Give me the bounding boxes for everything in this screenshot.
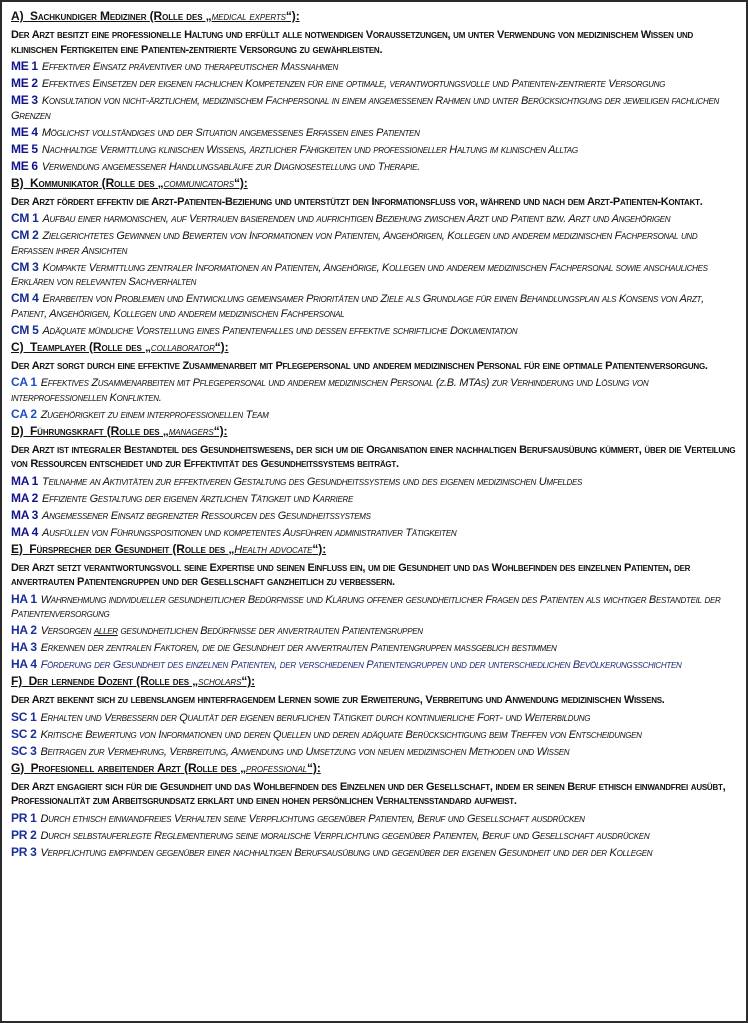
section-heading	[11, 176, 740, 192]
competency-item	[11, 125, 740, 141]
section-heading	[11, 542, 740, 558]
role-suffix: “):	[307, 760, 321, 775]
section-scholar	[11, 674, 740, 759]
competency-code: CA 1	[11, 375, 37, 389]
competency-code: PR 3	[11, 844, 37, 859]
competency-item	[11, 811, 740, 827]
role-prefix: (Rolle des „	[101, 175, 164, 190]
competency-code: ME 1	[11, 59, 38, 73]
competency-item	[11, 828, 740, 844]
section-description: Der Arzt besitzt eine professionelle Haltung und erfüllt alle notwendigen Voraussetzungen, um unter Verwendung von medizinischem Wissen und klinischen Fertigkeiten eine Patienten-zentrierte Versorgung zu gewährleisten.	[11, 29, 694, 56]
competency-item	[11, 744, 740, 760]
competency-code: MA 1	[11, 473, 39, 488]
competency-text: Effektives Zusammenarbeiten mit Pflegepersonal und anderem medizinischen Personal (z.B. MTAs) zur Verhinderung und Lösung von interprofessionellen Konflikten.	[11, 377, 649, 404]
competency-text: Teilnahme an Aktivitäten zur effektiveren Gestaltung des Gesundheitssystems und des eigenen medizinischen Umfeldes	[42, 475, 583, 488]
competency-code: PR 1	[11, 810, 37, 825]
competency-text: Förderung der Gesundheit des einzelnen Patienten, der verschiedenen Patientengruppen und der unterschiedlichen Bevölkerungsschichten	[40, 659, 682, 671]
role-name: scholars	[198, 676, 242, 688]
competency-text: Effektiver Einsatz präventiver und therapeutischer Maßnahmen	[41, 61, 338, 73]
competency-text: Kompakte Vermittlung zentraler Informationen an Patienten, Angehörige, Kollegen und anderem medizinischen Fachpersonal sowie anschauliches Erklären von relevanten Sachverhalten	[11, 261, 708, 288]
section-title: Fürsprecher der Gesundheit	[29, 541, 170, 556]
section-heading	[11, 340, 740, 356]
section-letter: A)	[11, 9, 24, 23]
competency-item	[11, 260, 740, 290]
section-communicator	[11, 176, 740, 339]
competency-text: Möglichst vollständiges und der Situation angemessenes Erfassen eines Patienten	[41, 126, 420, 139]
emphasized-word: aller	[93, 625, 118, 637]
competency-item	[11, 142, 740, 158]
role-suffix: “):	[241, 674, 256, 688]
competency-item	[11, 291, 740, 321]
competency-item	[11, 228, 740, 258]
competency-text: Konsultation von nicht-ärztlichem, medizinischem Fachpersonal in einem angemessenen Rahmen und unter Berücksichtigung der jeweiligen fachlichen Grenzen	[11, 95, 719, 122]
section-heading	[11, 9, 740, 25]
competency-text: Zielgerichtetes Gewinnen und Bewerten von Informationen von Patienten, Angehörigen, Kollegen und anderem medizinischen Fachpersonal und Erfassen ihrer Ansichten	[11, 230, 698, 257]
competency-code: ME 4	[11, 124, 38, 139]
competency-text: Erkennen der zentralen Faktoren, die die Gesundheit der anvertrauten Patientengruppen maßgeblich bestimmen	[40, 642, 557, 654]
section-health-advocate	[11, 542, 740, 673]
competency-code: ME 3	[11, 93, 38, 107]
role-name: collaborator	[150, 341, 215, 354]
competency-item	[11, 323, 740, 339]
section-description: Der Arzt sorgt durch eine effektive Zusammenarbeit mit Pflegepersonal und anderem medizinischen Personal für eine optimale Patientenversorgung.	[11, 359, 708, 372]
competency-item	[11, 592, 740, 622]
section-collaborator	[11, 340, 740, 423]
competency-code: SC 2	[11, 726, 37, 741]
competency-item	[11, 508, 740, 524]
competency-code: MA 2	[11, 490, 39, 505]
competency-text: Effektives Einsetzen der eigenen fachlichen Kompetenzen für eine optimale, verantwortungsvolle und Patienten-zentrierte Versorgung	[41, 78, 666, 90]
section-letter: F)	[11, 674, 23, 688]
competency-code: ME 5	[11, 141, 38, 156]
competency-code: CM 1	[11, 211, 39, 225]
competency-text: Angemessener Einsatz begrenzter Ressourcen des Gesundheitssystems	[42, 509, 371, 522]
competency-text	[41, 625, 423, 637]
competency-text: Erarbeiten von Problemen und Entwicklung gemeinsamer Prioritäten und Ziele als Grundlage für einen Behandlungsplan als Konsens von Arzt, Patient, Angehörigen, Kollegen und anderem medizinischen Fachpersonal	[11, 293, 704, 320]
role-suffix: “):	[214, 339, 229, 354]
competency-code: SC 3	[11, 743, 37, 758]
role-name: Health advocate	[234, 543, 313, 556]
role-prefix: (Rolle des „	[106, 423, 169, 438]
competency-text-before: Versorgen	[40, 625, 94, 637]
section-description: Der Arzt bekennt sich zu lebenslangem hinterfragendem Lernen sowie zur Erweiterung, Verbreitung und Anwendung medizinischen Wissens.	[11, 694, 665, 706]
competency-code: CM 5	[11, 322, 39, 337]
competency-item	[11, 623, 740, 639]
competency-code: ME 2	[11, 76, 38, 90]
competency-text: Verpflichtung empfinden gegenüber einer nachhaltigen Berufsausübung und gegenüber der eigenen Gesundheit und der der Kollegen	[40, 846, 653, 859]
section-title: Teamplayer	[29, 339, 86, 354]
competency-item	[11, 657, 740, 673]
section-title: Führungskraft	[29, 423, 104, 438]
role-name: medical experts	[211, 11, 286, 23]
section-title: Kommunikator	[29, 175, 99, 190]
competency-item	[11, 76, 740, 92]
competency-code: HA 1	[11, 591, 37, 606]
competency-item	[11, 474, 740, 490]
section-description: Der Arzt setzt verantwortungsvoll seine Expertise und seinen Einfluss ein, um die Gesundheit und das Wohlbefinden des einzelnen Patienten, der anvertrauten Patientengruppen und der Gesellschaft ganzheitlich zu verbessern.	[11, 561, 691, 588]
section-letter: D)	[11, 423, 24, 438]
competency-text: Verwendung angemessener Handlungsabläufe zur Diagnosestellung und Therapie.	[41, 160, 420, 173]
competency-text: Durch selbstauferlegte Reglementierung seine moralische Verpflichtung gegenüber Patienten, Beruf und Gesellschaft ausdrücken	[40, 829, 650, 842]
competency-item	[11, 211, 740, 227]
competency-item	[11, 375, 740, 405]
role-name: managers	[168, 425, 214, 438]
section-heading	[11, 674, 740, 690]
competency-item	[11, 640, 740, 656]
competency-text: Zugehörigkeit zu einem interprofessionellen Team	[40, 408, 269, 421]
competency-item	[11, 525, 740, 541]
role-prefix: (Rolle des „	[184, 760, 246, 775]
section-title: Sachkundiger Mediziner	[29, 9, 147, 23]
competency-text: Kritische Bewertung von Informationen und deren Quellen und deren adäquate Berücksichtigung beim Treffen von Entscheidungen	[40, 728, 642, 741]
competency-code: HA 2	[11, 623, 37, 637]
competency-text: Wahrnehmung individueller gesundheitlicher Bedürfnisse und Klärung offener gesundheitlicher Fragen des Patienten als wichtiger Bestandteil der Patientenversorgung	[11, 593, 721, 620]
competency-item	[11, 710, 740, 726]
section-letter: C)	[11, 339, 24, 354]
competency-item	[11, 59, 740, 75]
competency-item	[11, 491, 740, 507]
section-letter: B)	[11, 175, 24, 190]
competency-text: Beitragen zur Vermehrung, Verbreitung, Anwendung und Umsetzung von neuen medizinischen Methoden und Wissen	[40, 745, 570, 758]
role-suffix: “):	[234, 175, 248, 190]
competency-item	[11, 407, 740, 423]
competency-code: PR 2	[11, 827, 37, 842]
role-prefix: (Rolle des „	[89, 339, 151, 354]
section-manager	[11, 424, 740, 541]
role-prefix: (Rolle des „	[149, 9, 212, 23]
competency-text: Adäquate mündliche Vorstellung eines Patientenfalles und dessen effektive schriftliche Dokumentation	[42, 324, 518, 337]
section-letter: G)	[11, 760, 25, 775]
competency-code: CM 4	[11, 291, 39, 305]
section-heading	[11, 761, 740, 777]
competency-text: Durch ethisch einwandfreies Verhalten seine Verpflichtung gegenüber Patienten, Beruf und Gesellschaft ausdrücken	[40, 812, 585, 825]
section-description: Der Arzt ist integraler Bestandteil des Gesundheitswesens, der sich um die Organisation einer nachhaltigen Berufsausübung kümmert, über die Verteilung von Ressourcen entscheidet und zur Effektivität des Gesundheitssystems beiträgt.	[11, 443, 736, 470]
section-title: Der lernende Dozent	[28, 674, 133, 688]
section-description: Der Arzt engagiert sich für die Gesundheit und das Wohlbefinden des Einzelnen und der Gesellschaft, indem er seinen Beruf ethisch einwandfrei ausübt, Professionalität zum Arbeitsgrundsatz erklärt und einen hohen persönlichen Verhaltensstandard aufweist.	[11, 780, 726, 807]
competency-item	[11, 93, 740, 123]
competency-code: MA 3	[11, 507, 39, 522]
competency-item	[11, 845, 740, 861]
role-suffix: “):	[213, 423, 228, 438]
competency-text: Ausfüllen von Führungspositionen und kompetentes Ausführen administrativer Tätigkeiten	[42, 526, 457, 539]
competency-code: CA 2	[11, 406, 37, 421]
competency-code: CM 3	[11, 259, 39, 274]
competency-code: SC 1	[11, 709, 37, 724]
competency-code: HA 3	[11, 640, 37, 654]
section-medical-expert	[11, 9, 740, 174]
role-prefix: (Rolle des „	[136, 674, 199, 688]
role-name: professional	[245, 762, 308, 775]
competency-text: Nachhaltige Vermittlung klinischen Wissens, ärztlicher Fähigkeiten und professioneller Haltung im klinischen Alltag	[41, 143, 578, 156]
section-letter: E)	[11, 541, 23, 556]
section-professional	[11, 761, 740, 861]
competency-code: HA 4	[11, 657, 37, 671]
role-prefix: (Rolle des „	[172, 541, 235, 556]
section-title: Profesionell arbeitender Arzt	[30, 760, 181, 775]
competency-code: CM 2	[11, 228, 39, 242]
section-heading	[11, 424, 740, 440]
competency-code: MA 4	[11, 524, 39, 539]
role-suffix: “):	[285, 9, 300, 23]
competency-text: Erhalten und Verbessern der Qualität der eigenen beruflichen Tätigkeit durch kontinuierliche Fort- und Weiterbildung	[40, 711, 591, 724]
competency-text: Effiziente Gestaltung der eigenen ärztlichen Tätigkeit und Karriere	[42, 492, 354, 505]
competency-text: Aufbau einer harmonischen, auf Vertrauen basierenden und aufrichtigen Beziehung zwischen Arzt und Patient bzw. Arzt und Angehörigen	[42, 213, 671, 225]
role-suffix: “):	[312, 541, 327, 556]
competency-item	[11, 727, 740, 743]
competency-code: ME 6	[11, 158, 38, 173]
competency-text-after: gesundheitlichen Bedürfnisse der anvertrauten Patientengruppen	[117, 625, 423, 637]
role-name: communicators	[163, 177, 234, 190]
competency-item	[11, 159, 740, 175]
section-description: Der Arzt fördert effektiv die Arzt-Patienten-Beziehung und unterstützt den Informationsfluss vor, während und nach dem Arzt-Patienten-Kontakt.	[11, 195, 703, 208]
